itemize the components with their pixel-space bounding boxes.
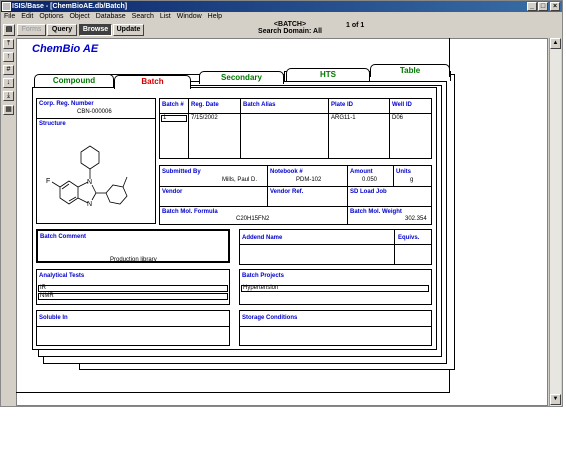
analytical-test-row[interactable] [38,293,228,300]
notebook-value: PDM-102 [296,177,322,183]
plate-id-label: Plate ID [331,102,354,108]
addend-box [239,229,432,265]
equivs-label: Equivs. [398,235,420,241]
divider [394,230,395,264]
menu-search[interactable]: Search [131,13,154,20]
divider [240,326,431,327]
tab-secondary[interactable]: Secondary [199,71,284,84]
form-icon[interactable]: ▤ [3,24,15,36]
batch-number-field[interactable] [161,115,187,122]
structure-drawing[interactable] [42,129,154,221]
fluorine-label: F [46,178,51,185]
vendor-ref-label: Vendor Ref. [270,189,304,195]
soluble-in-label: Soluble In [39,315,68,321]
plate-id-value: ARG11-1 [331,115,356,121]
vendor-label: Vendor [162,189,183,195]
maximize-button[interactable]: □ [538,2,548,11]
submission-box [159,165,432,225]
minimize-button[interactable]: _ [527,2,537,11]
last-record-icon[interactable]: ⤓ [3,91,14,101]
menu-options[interactable]: Options [39,13,64,20]
close-button[interactable]: × [550,2,560,11]
submitted-by-label: Submitted By [162,169,201,175]
analytical-test-value: NMR [40,293,54,299]
app-title: ChemBio AE [32,43,99,55]
batch-form [32,87,437,350]
app-icon [2,2,11,11]
nitrogen-label-1: N [87,179,93,186]
amount-value: 0.050 [362,177,378,183]
batch-comment-value: Production library [110,257,157,263]
menu-help[interactable]: Help [207,13,223,20]
corp-reg-value: CBN-000006 [77,109,112,115]
divider [188,99,189,158]
well-id-label: Well ID [392,102,412,108]
batch-info-box [159,98,432,159]
amount-label: Amount [350,169,373,175]
menu-list[interactable]: List [159,13,171,20]
divider [240,99,241,158]
analytical-tests-label: Analytical Tests [39,273,85,279]
batch-number-label: Batch # [162,102,184,108]
window-title: ISIS/Base - [ChemBioAE.db/Batch] [12,3,128,10]
menu-file[interactable]: File [4,13,16,20]
tab-compound[interactable]: Compound [34,74,114,87]
analytical-tests-box [36,269,230,305]
mol-weight-label: Batch Mol. Weight [350,209,402,215]
divider [240,244,431,245]
table-view-icon[interactable]: ▦ [3,105,14,115]
reg-date-label: Reg. Date [191,102,219,108]
analytical-test-value: IR [40,285,46,291]
previous-record-icon[interactable]: ↑ [3,52,14,62]
analytical-test-row[interactable] [38,285,228,292]
batch-projects-box [239,269,432,305]
divider [160,206,431,207]
forms-button[interactable]: Forms [17,24,46,36]
next-record-icon[interactable]: ↓ [3,78,14,88]
page-bottom-edge [16,392,450,393]
units-label: Units [396,169,411,175]
divider [37,326,229,327]
divider [37,118,155,119]
divider [393,166,394,186]
vertical-scrollbar[interactable] [549,38,561,406]
tab-table[interactable]: Table [370,64,450,77]
scroll-down-icon[interactable]: ▼ [550,394,561,405]
batch-number-value: 1 [163,115,167,121]
tab-batch[interactable]: Batch [114,75,191,89]
addend-name-label: Addend Name [242,235,283,241]
nitrogen-label-2: N [87,201,93,208]
batch-projects-label: Batch Projects [242,273,285,279]
batch-comment-label: Batch Comment [40,234,87,240]
first-record-icon[interactable]: ⤒ [3,39,14,49]
soluble-in-box [36,310,230,346]
search-domain: Search Domain: All [258,28,322,35]
navigation-toolbar [3,39,14,118]
batch-header [240,21,340,35]
browse-button[interactable]: Browse [79,24,112,36]
notebook-label: Notebook # [270,169,303,175]
divider [160,113,431,114]
divider [389,99,390,158]
divider [328,99,329,158]
divider [347,166,348,224]
corp-reg-label: Corp. Reg. Number [39,101,94,107]
query-button[interactable]: Query [47,24,77,36]
scroll-up-icon[interactable]: ▲ [550,38,561,49]
tab-hts[interactable]: HTS [286,68,370,81]
batch-project-row[interactable] [241,285,429,292]
storage-conditions-label: Storage Conditions [242,315,298,321]
menu-edit[interactable]: Edit [21,13,34,20]
batch-comment-box[interactable] [36,229,230,263]
batch-project-value: Hypertension [243,285,279,291]
units-value: g [410,177,414,183]
menu-object[interactable]: Object [69,13,90,20]
formula-label: Batch Mol. Formula [162,209,218,215]
menu-window[interactable]: Window [176,13,202,20]
reg-date-value: 7/15/2002 [191,115,218,121]
menu-database[interactable]: Database [95,13,126,20]
structure-label: Structure [39,121,66,127]
well-id-value: D06 [392,115,404,121]
title-bar [1,1,562,12]
sd-load-label: SD Load Job [350,189,387,195]
storage-box [239,310,432,346]
update-button[interactable]: Update [113,24,144,36]
goto-record-icon[interactable]: # [3,65,14,75]
batch-alias-label: Batch Alias [243,102,276,108]
submitted-by-value: Mills, Paul D. [222,177,258,183]
batch-header-title: <BATCH> [273,21,307,28]
record-pager: 1 of 1 [346,22,365,29]
formula-value: C20H15FN2 [236,216,270,222]
divider [160,186,431,187]
structure-box [36,98,156,224]
mol-weight-value: 302.354 [405,216,427,222]
